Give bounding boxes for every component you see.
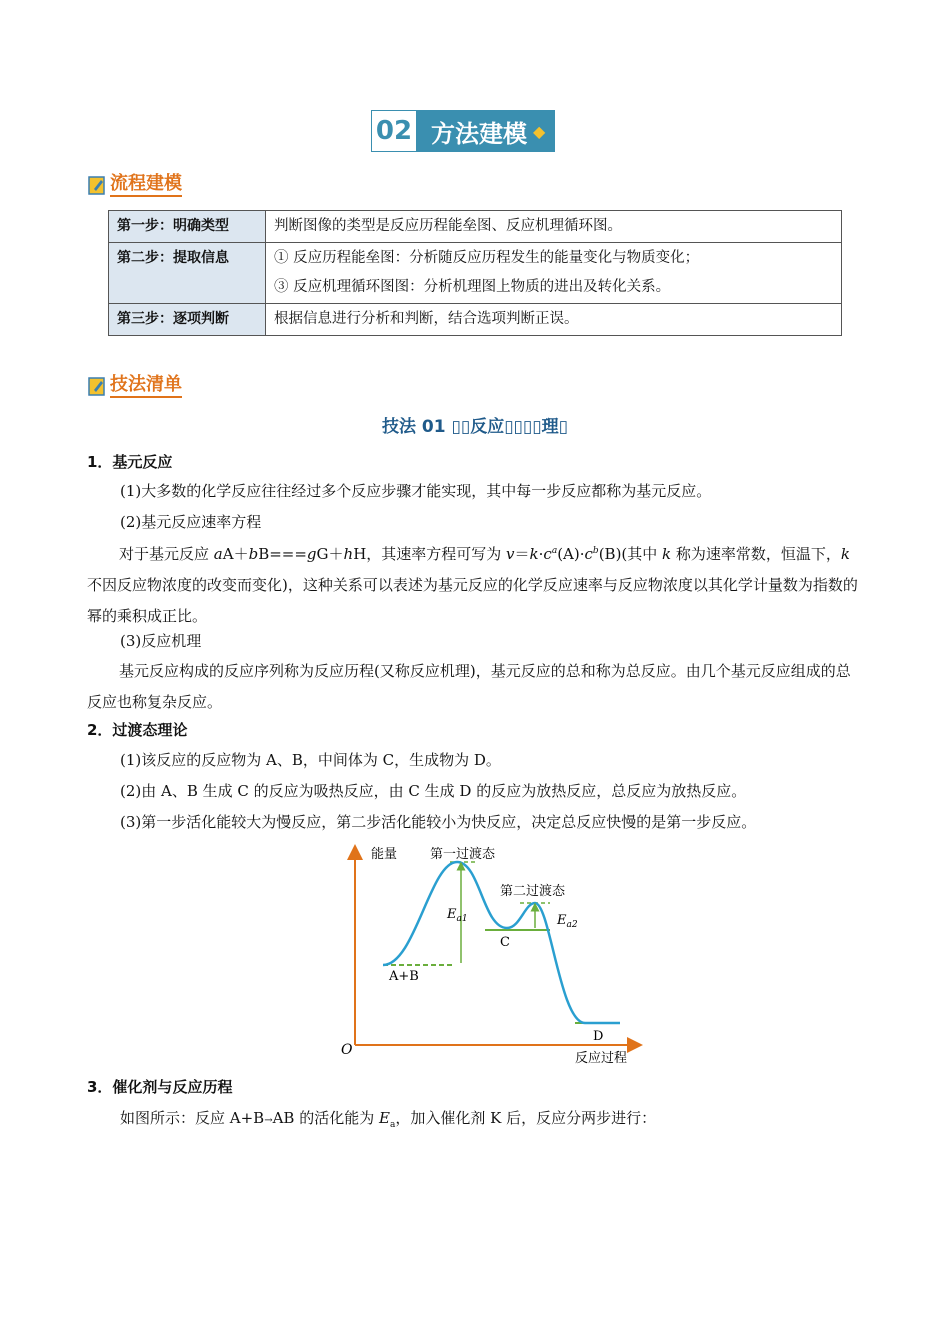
text: 如图所示：反应 A+B <box>120 1109 265 1127</box>
text: b <box>592 546 599 556</box>
badge-title-text: 方法建模 <box>431 119 527 148</box>
text: a <box>389 1120 396 1130</box>
text: (B)(其中 <box>598 545 663 563</box>
text: · <box>538 545 544 563</box>
section-title: 技法清单 <box>110 374 182 398</box>
text: H，其速率方程可写为 <box>353 545 507 563</box>
step-label: 第三步：逐项判断 <box>109 304 266 336</box>
text: (A)· <box>557 545 585 563</box>
text: b <box>248 545 259 563</box>
notebook-pencil-icon <box>88 375 108 397</box>
text: k <box>662 545 672 563</box>
ea2-subscript: a2 <box>566 920 578 930</box>
text: ，加入催化剂 K 后，反应分两步进行： <box>395 1109 657 1127</box>
text: G＋ <box>316 545 344 563</box>
section-heading-techniques <box>88 374 182 398</box>
text: c <box>543 545 552 563</box>
text: k <box>529 545 539 563</box>
text: A＋ <box>222 545 249 563</box>
paragraph: (3)第一步活化能较大为慢反应，第二步活化能较小为快反应，决定总反应快慢的是第一步反应。 <box>120 813 757 831</box>
text: h <box>343 545 354 563</box>
step-label: 第一步：明确类型 <box>109 211 266 243</box>
text: ＝ <box>514 545 530 563</box>
paragraph: (1)该反应的反应物为 A、B，中间体为 C，生成物为 D。 <box>120 751 501 769</box>
text: 对于基元反应 <box>119 545 214 563</box>
table-row <box>109 243 842 304</box>
section-heading-flow <box>88 173 182 197</box>
x-axis-label: 反应过程 <box>575 1051 628 1066</box>
ea2-label <box>556 913 578 930</box>
table-row <box>109 304 842 336</box>
paragraph: 基元反应构成的反应序列称为反应历程(又称反应机理)，基元反应的总和称为总反应。由几个基元反应组成的总反应也称复杂反应。 <box>87 662 851 711</box>
table-row <box>109 211 842 243</box>
technique-title: 技法 01 ▯▯反应▯▯▯▯理▯ <box>382 417 568 437</box>
text: 称为速率常数，恒温下， <box>671 545 841 563</box>
origin-label: O <box>341 1042 353 1058</box>
heading-3: 3．催化剂与反应历程 <box>87 1078 233 1096</box>
step-label: 第二步：提取信息 <box>109 243 266 304</box>
step-content <box>266 243 842 304</box>
paragraph: (2)由 A、B 生成 C 的反应为吸热反应，由 C 生成 D 的反应为放热反应，总反应为放热反应。 <box>120 782 747 800</box>
ea1-subscript: a1 <box>456 914 468 924</box>
steps-table <box>108 210 842 336</box>
notebook-pencil-icon <box>88 174 108 196</box>
paragraph: (2)基元反应速率方程 <box>120 513 262 531</box>
text: E <box>379 1109 390 1127</box>
ea1-symbol: E <box>447 907 457 922</box>
paragraph: (3)反应机理 <box>120 632 202 650</box>
text: B=== <box>258 545 307 563</box>
section-title: 流程建模 <box>110 173 182 197</box>
paragraph-catalyst <box>120 1105 656 1138</box>
section-badge <box>371 110 555 152</box>
text: 不因反应物浓度的改变而变化)，这种关系可以表述为基元反应的化学反应速率与反应物浓度以其化学计量数为指数的幂的乘积成正比。 <box>87 576 858 625</box>
heading-1: 1．基元反应 <box>87 453 173 471</box>
step-line: ① 反应历程能垒图：分析随反应历程发生的能量变化与物质变化； <box>274 250 700 266</box>
step-line: ③ 反应机理循环图图：分析机理图上物质的进出及转化关系。 <box>274 279 671 295</box>
badge-number: 02 <box>371 110 417 152</box>
text: a <box>213 545 223 563</box>
text: AB 的活化能为 <box>272 1109 379 1127</box>
ea1-label <box>446 907 468 924</box>
text: c <box>584 545 593 563</box>
y-axis-label: 能量 <box>371 847 398 862</box>
paragraph-rate-equation <box>87 536 862 632</box>
ts2-label: 第二过渡态 <box>500 884 566 899</box>
paragraph: (1)大多数的化学反应往往经过多个反应步骤才能实现，其中每一步反应都称为基元反应。 <box>120 482 712 500</box>
step-content: 判断图像的类型是反应历程能垒图、反应机理循环图。 <box>266 211 842 243</box>
badge-title <box>417 110 555 152</box>
text: k <box>840 545 851 563</box>
text: a <box>551 546 558 556</box>
heading-2: 2．过渡态理论 <box>87 721 188 739</box>
diamond-icon: ◆ <box>533 121 546 141</box>
product-label: D <box>593 1029 604 1044</box>
arrow-icon: → <box>264 1115 273 1126</box>
energy-profile-diagram <box>335 840 645 1070</box>
text: g <box>306 545 317 563</box>
ea2-symbol: E <box>557 913 567 928</box>
ts1-label: 第一过渡态 <box>430 847 496 862</box>
reactant-label: A+B <box>389 969 419 984</box>
text: v <box>506 545 515 563</box>
step-content: 根据信息进行分析和判断，结合选项判断正误。 <box>266 304 842 336</box>
intermediate-label: C <box>500 935 510 950</box>
